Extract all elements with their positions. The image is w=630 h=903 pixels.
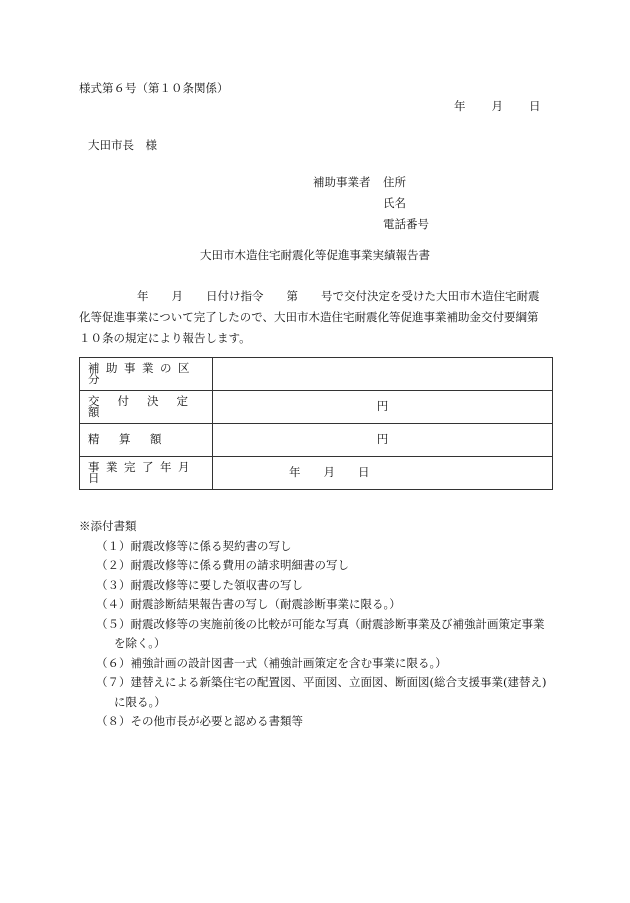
document-title: 大田市木造住宅耐震化等促進事業実績報告書 — [200, 248, 430, 262]
addressee: 大田市長 様 — [88, 138, 157, 152]
list-item: （７）建替えによる新築住宅の配置図、平面図、立面図、断面図(総合支援事業(建替え) — [96, 675, 547, 689]
address-label: 住所 — [383, 175, 406, 189]
phone-label: 電話番号 — [383, 217, 429, 231]
report-table — [79, 357, 553, 490]
attachments-heading: ※添付書類 — [79, 519, 137, 533]
applicant-role-label: 補助事業者 — [313, 175, 371, 189]
list-item: （６）補強計画の設計図書一式（補強計画策定を含む事業に限る。） — [96, 655, 447, 670]
form-number: 様式第６号（第１０条関係） — [79, 81, 229, 95]
list-item-continuation: を除く。） — [114, 636, 166, 650]
list-item: （８）その他市長が必要と認める書類等 — [96, 714, 303, 728]
row-label-completion-date: 事業完了年月日 — [80, 457, 213, 490]
list-item: （５）耐震改修等の実施前後の比較が可能な写真（耐震診断事業及び補強計画策定事業 — [96, 616, 545, 631]
table-row — [80, 391, 553, 424]
attachments-list — [79, 517, 546, 732]
settled-amount-value: 円 — [213, 424, 553, 457]
table-row — [80, 457, 553, 490]
category-value — [213, 358, 553, 391]
table-row — [80, 358, 553, 391]
list-item: （３）耐震改修等に要した領収書の写し — [96, 577, 303, 592]
body-line-3: １０条の規定により報告します。 — [79, 331, 251, 345]
list-item: （２）耐震改修等に係る費用の請求明細書の写し — [96, 558, 349, 572]
list-item-continuation: に限る。） — [114, 694, 166, 709]
row-label-category: 補助事業の区分 — [80, 358, 213, 391]
grant-amount-value: 円 — [213, 391, 553, 424]
report-date — [454, 101, 541, 113]
completion-date-value: 年 月 日 — [213, 457, 553, 490]
date-month: 月 — [491, 99, 503, 113]
body-paragraph — [79, 286, 559, 349]
name-label: 氏名 — [383, 196, 406, 210]
list-item: （４）耐震診断結果報告書の写し（耐震診断事業に限る。） — [96, 597, 401, 611]
row-label-settled-amount: 精 算 額 — [80, 424, 213, 457]
body-line-2: 化等促進事業について完了したので、大田市木造住宅耐震化等促進事業補助金交付要綱第 — [79, 310, 539, 324]
row-label-grant-amount: 交付決定額 — [80, 391, 213, 424]
table-row — [80, 424, 553, 457]
date-day: 日 — [529, 99, 541, 113]
applicant-block — [313, 177, 429, 240]
date-year: 年 — [454, 99, 466, 113]
list-item: （１）耐震改修等に係る契約書の写し — [96, 538, 292, 553]
body-line-1: 年 月 日付け指令 第 号で交付決定を受けた大田市木造住宅耐震 — [137, 289, 540, 303]
